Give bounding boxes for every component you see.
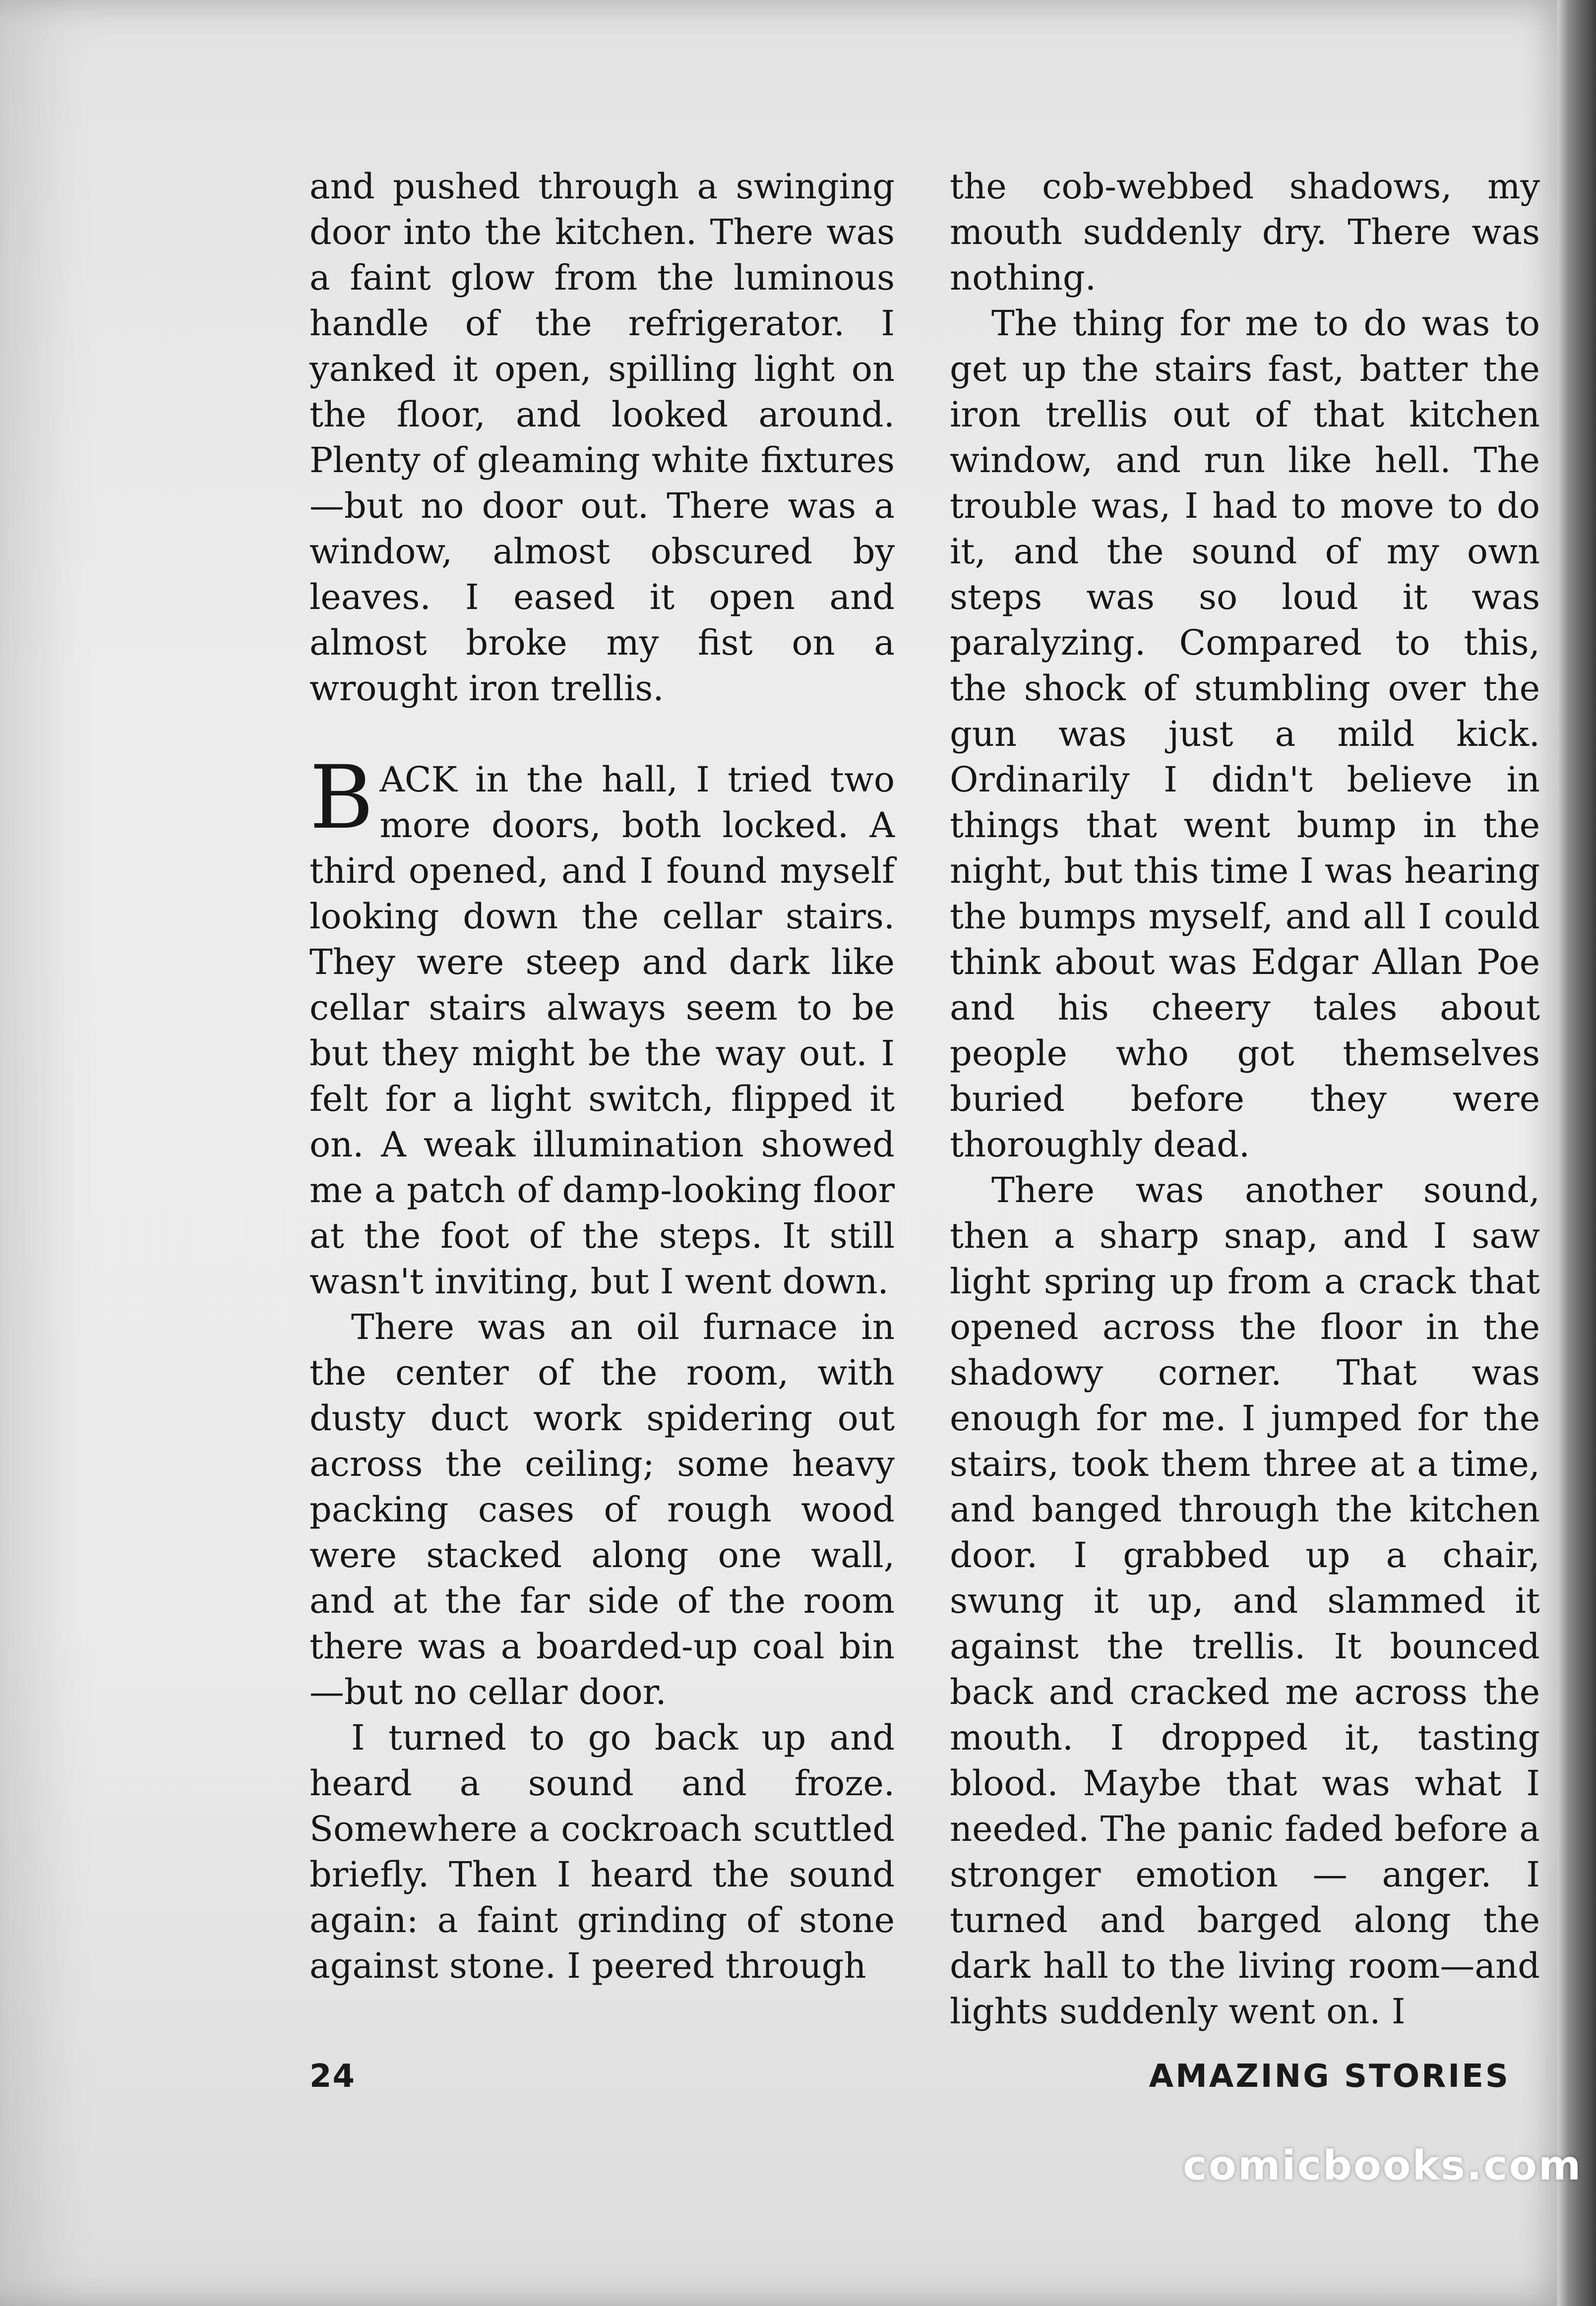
paragraph: I turned to go back up and heard a sound and froze. Somewhere a cockroach scuttled briefly. Then I heard the sound again: a faint grinding of stone against stone. I peered through [309,1717,895,1986]
drop-cap: B [309,747,374,849]
right-text-column [950,164,1540,2034]
magazine-title: AMAZING STORIES [1149,2058,1510,2095]
paragraph: There was another sound, then a sharp snap, and I saw light spring up from a crack that opened across the floor in the shadowy corner. That was enough for me. I jumped for the stairs, took them three at a time, and banged through the kitchen door. I grabbed up a chair, swung it up, and slammed it against the trellis. It bounced back and cracked me across the mouth. I dropped it, tasting blood. Maybe that was what I needed. The panic faded before a stronger emotion — anger. I turned and barged along the dark hall to the living room—and lights suddenly went on. I [950,1170,1540,2032]
paragraph: The thing for me to do was to get up the stairs fast, batter the iron trellis out of that kitchen window, and run like hell. The trouble was, I had to move to do it, and the sound of my own steps was so loud it was paralyzing. Compared to this, the shock of stumbling over the gun was just a mild kick. Ordinarily I didn't believe in things that went bump in the night, but this time I was hearing the bumps myself, and all I could think about was Edgar Allan Poe and his cheery tales about people who got themselves buried before they were thoroughly dead. [950,303,1540,1165]
paragraph: There was an oil furnace in the center of the room, with dusty duct work spidering out across the ceiling; some heavy packing cases of rough wood were stacked along one wall, and at the far side of the room there was a boarded-up coal bin—but no cellar door. [309,1307,895,1712]
watermark: comicbooks.com [1183,2142,1583,2189]
paragraph: and pushed through a swinging door into the kitchen. There was a faint glow from the luminous handle of the refrigerator. I yanked it open, spilling light on the floor, and looked around. Plenty of gleaming white fixtures—but no door out. There was a window, almost obscured by leaves. I eased it open and almost broke my fist on a wrought iron trellis. [309,166,895,709]
left-text-column [309,164,895,1989]
page-number: 24 [309,2058,356,2095]
page-edge-shadow [1557,0,1596,2306]
paragraph-text: ACK in the hall, I tried two more doors, both locked. A third opened, and I found myself looking down the cellar stairs. They were steep and dark like cellar stairs always seem to be but they might be the way out. I felt for a light switch, flipped it on. A weak illumination showed me a patch of damp-looking floor at the foot of the steps. It still wasn't inviting, but I went down. [309,759,895,1302]
paragraph: the cob-webbed shadows, my mouth suddenly dry. There was nothing. [950,166,1540,298]
section-paragraph [309,747,895,1304]
